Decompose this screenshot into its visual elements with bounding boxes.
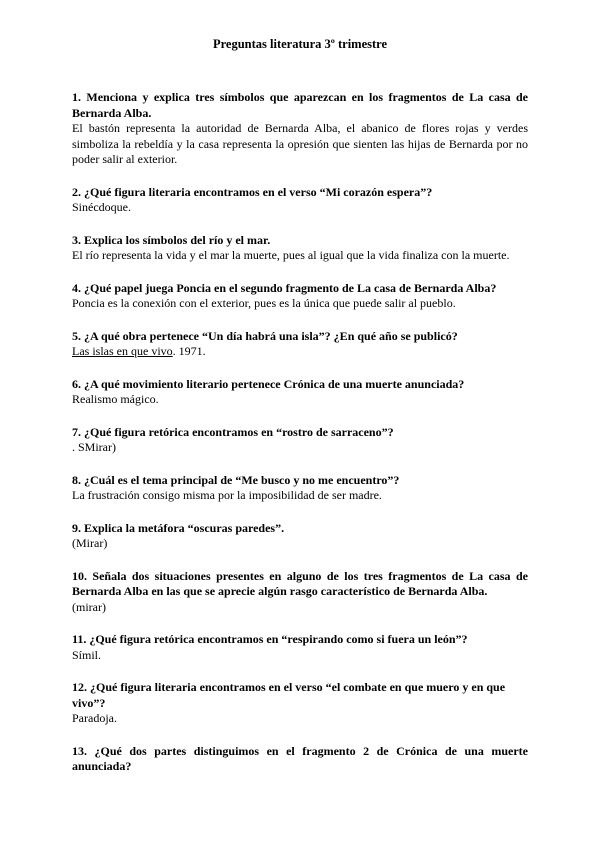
answer-3: El río representa la vida y el mar la muerte, pues al igual que la vida finaliza con la muerte. <box>72 248 510 262</box>
answer-5-book-title: Las islas en que vivo <box>72 344 173 358</box>
question-block-10 <box>72 569 528 616</box>
question-block-4 <box>72 281 528 312</box>
answer-2: Sinécdoque. <box>72 200 131 214</box>
question-2: 2. ¿Qué figura literaria encontramos en el verso “Mi corazón espera”? <box>72 184 433 199</box>
question-block-7 <box>72 425 528 456</box>
question-block-3 <box>72 233 528 264</box>
question-4: 4. ¿Qué papel juega Poncia en el segundo fragmento de La casa de Bernarda Alba? <box>72 280 497 295</box>
question-block-2 <box>72 185 528 216</box>
question-6: 6. ¿A qué movimiento literario pertenece Crónica de una muerte anunciada? <box>72 376 465 391</box>
question-block-1 <box>72 90 528 168</box>
question-block-11 <box>72 632 528 663</box>
answer-4: Poncia es la conexión con el exterior, pues es la única que puede salir al pueblo. <box>72 296 456 310</box>
answer-12: Paradoja. <box>72 711 117 725</box>
question-block-12 <box>72 680 528 727</box>
answer-6: Realismo mágico. <box>72 392 159 406</box>
question-block-6 <box>72 377 528 408</box>
answer-1: El bastón representa la autoridad de Bernarda Alba, el abanico de flores rojas y verdes simboliza la rebeldía y la casa representa la opresión que sienten las hijas de Bernarda por no poder salir al exterior. <box>72 121 528 166</box>
answer-11: Símil. <box>72 647 102 662</box>
question-block-9 <box>72 521 528 552</box>
question-1: 1. Menciona y explica tres símbolos que aparezcan en los fragmentos de La casa de Bernarda Alba. <box>72 90 528 120</box>
question-block-13 <box>72 744 528 775</box>
question-3: 3. Explica los símbolos del río y el mar. <box>72 232 271 247</box>
question-8: 8. ¿Cuál es el tema principal de “Me busco y no me encuentro”? <box>72 472 400 487</box>
question-7: 7. ¿Qué figura retórica encontramos en “rostro de sarraceno”? <box>72 424 394 439</box>
question-12: 12. ¿Qué figura literaria encontramos en el verso “el combate en que muero y en que vivo”? <box>72 680 506 710</box>
answer-8: La frustración consigo misma por la imposibilidad de ser madre. <box>72 488 382 502</box>
answer-10: (mirar) <box>72 599 106 614</box>
document-title: Preguntas literatura 3º trimestre <box>212 37 388 51</box>
question-10: 10. Señala dos situaciones presentes en alguno de los tres fragmentos de La casa de Bernarda Alba en las que se aprecie algún rasgo característico de Bernarda Alba. <box>72 568 528 598</box>
answer-7: . SMirar) <box>72 440 116 454</box>
question-block-8 <box>72 473 528 504</box>
answer-5 <box>72 344 528 360</box>
document-page <box>72 36 528 792</box>
question-5: 5. ¿A qué obra pertenece “Un día habrá una isla”? ¿En qué año se publicó? <box>72 328 458 343</box>
question-13: 13. ¿Qué dos partes distinguimos en el fragmento 2 de Crónica de una muerte anunciada? <box>72 743 528 773</box>
question-9: 9. Explica la metáfora “oscuras paredes”. <box>72 520 285 535</box>
answer-5-year: . 1971. <box>172 344 206 358</box>
question-block-5 <box>72 329 528 360</box>
answer-9: (Mirar) <box>72 536 108 550</box>
question-11: 11. ¿Qué figura retórica encontramos en “respirando como si fuera un león”? <box>72 632 468 646</box>
